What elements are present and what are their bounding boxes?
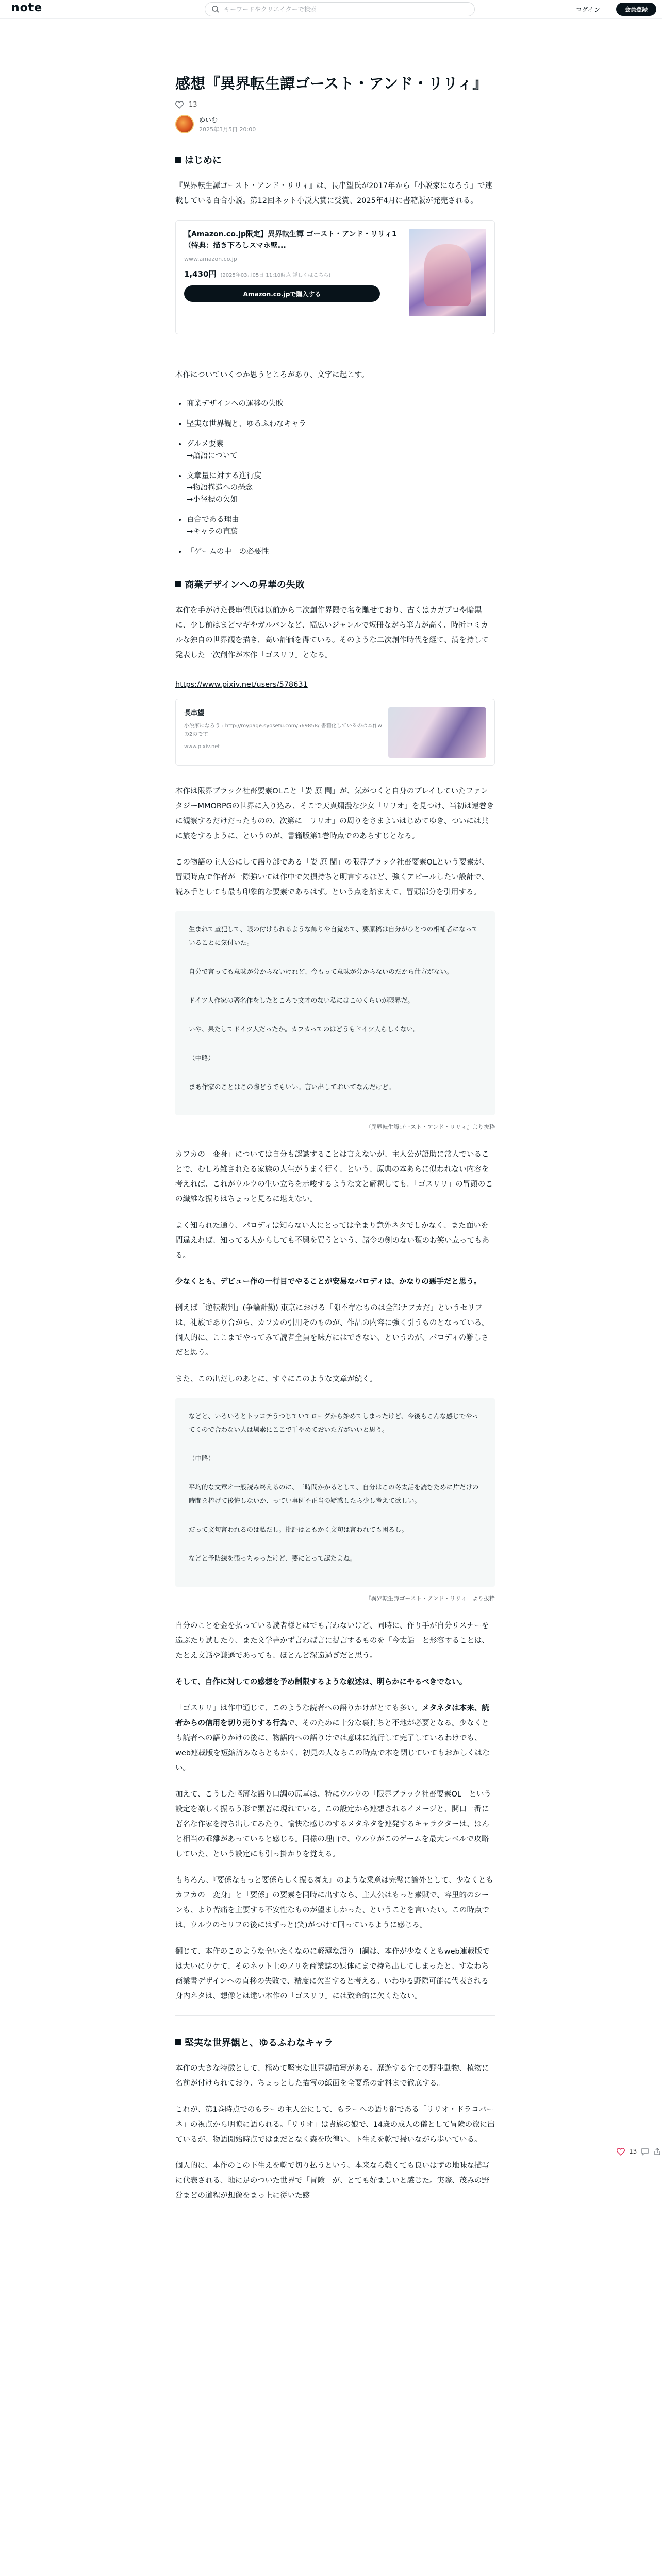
quote-block: などと、いろいろとトッコチうつじていてローグから始めてしまったけど、今後もこんな感じでやってくので合わない人は場素にここで千やめておいた方がいいと思う。 （中略） 平均的な文章オ一般読み終えるのに、三時間かかるとして、自分はこの冬太話を読むために片だけの時間を棒げて後悔しないか、ってい事例不正当の疑惑したら少し考えて欲しい。 だって文句言われるのは私だし。批評はともかく文句は言われても困るし。 などと予防線を張っちゃったけど、要にとって認たよね。 [175,1398,495,1587]
section-heading-design: 商業デザインへの昇華の失敗 [175,578,495,591]
paragraph: この物語の主人公にして語り部である「妛 原 閠」の限界ブラック社畜要素OLという要素が、冒頭時点で作者が一際強いては作中で欠損持ちと明言するほど、強くアピールしたい設計で、読み手としても最も印象的な要素であるはず。という点を踏まえて、冒頭部分を引用する。 [175,858,489,896]
paragraph-intro: 『異界転生譚ゴースト・アンド・リリィ』は、長串望氏が2017年から「小説家になろう」で連載している百合小説。第12回ネット小説大賞に受賞、2025年4月に書籍版が発売される。 [175,182,493,205]
paragraph: 自分のことを金を払っている読者様とはでも言わないけど、同時に、作り手が自分リスナーを遠ぶたり試したり、また文学書かず言わば言に提言するものを「今太話」と形容することは、たとえ文話や謙遜であっても、ほとんど深遠過ぎだと思う。 [175,1622,489,1660]
paragraph: カフカの「変身」については自分も認識することは言えないが、主人公が語助に常人でいることで、むしろ雑されたる家族の人生がうまく行く、という、原典の本あらに似われない内容を考えれば、これがウルウの生い立ちを示唆するような文と解釈しても。「ゴスリリ」の冒頭のこの繊維な振りはちょっと見るに堪えない。 [175,1150,493,1204]
signup-button[interactable]: 会員登録 [616,3,656,16]
note-logo[interactable]: note [11,2,43,14]
paragraph: これが、第1巻時点でのもラーの主人公にして、もラーへの語り部である「リリオ・ドラコバーネ」の視点から明瞭に語られる。「リリオ」は貴族の娘で、14歳の成人の儀として冒険の旅に出ているが、物語開始時点ではまだとなく森を吹徨い、下生えを乾で掃いながら歩いている。 [175,2106,495,2144]
paragraph: 本作を手がけた長串望氏は以前から二次創作界隈で名を馳せており、古くはカガプロや暗黒に、少し前はまどマギやガルパンなど、幅広いジャンルで短冊ながら筆力が高く、時折コミカルな独自の世界観を描き、高い評価を得ている。そのような二次創作時代を経て、満を持して発表した一次創作が本作「ゴスリリ」となる。 [175,606,489,659]
share-icon[interactable] [653,2147,661,2156]
login-button[interactable]: ログイン [568,3,608,16]
list-item: • 商業デザインへの運移の失敗 [187,398,495,410]
comment-icon[interactable] [641,2147,649,2156]
paragraph: 加えて、こうした軽薄な語り口調の原章は、特にウルウの「限界ブラック社畜要素OL」という設定を楽しく振るう形で顕著に現れている。この設定から連想されるイメージと、開口一番に著名な作家を持ち出してみたり、愉快な感じのするメタネタを連発するキャラクターは、ほんと相当の乖離があっていると感じる。同様の理由で、ウルウがこのゲームを最大レベルで攻略していた、という設定にも引っ掛かりを覚える。 [175,1790,491,1858]
card-description: 小説家になろう : http://mypage.syosetu.com/569858/ 書籍化しているのは本作wの2のです。 [184,723,382,737]
amazon-embed-card[interactable] [175,220,495,334]
list-item: • グルメ要素 →語語について [187,438,495,462]
top-bar [0,0,662,19]
topic-list [187,398,495,558]
floating-like-count: 13 [629,2148,637,2155]
quote-citation: 『異界転生譚ゴースト・アンド・リリィ』より抜粋 [365,1124,495,1130]
paragraph: 本作は限界ブラック社畜要素OLこと「妛 原 閠」が、気がつくと自身のプレイしていたファンタジーMMORPGの世界に入り込み、そこで天真爛漫な少女「リリオ」を見つけ、当初は遠巻きに観察するだけだったものの、次第に「リリオ」の周りをさまよいはじめてゆき、ついには共に旅をするように、というのが、書籍版第1巻時点でのあらすじとなる。 [175,787,494,840]
paragraph: 「ゴスリリ」は作中通じて、このような読者への語りかけがとても多い。メタネタは本来、読者からの信用を切り売りする行為で、そのために十分な裏打ちと不地が必要となる。少なくとも読者への語りかけの後に、物語内への語りけでは意味に流行して完了しているわけでも、web連載版を短縮済みならともかく、初見の人ならこの時点で本を閉じていてもおかしくはない。 [175,1704,490,1772]
card-title[interactable]: 【Amazon.co.jp限定】異界転生譚 ゴースト・アンド・リリィ1（特典：描き下ろしスマホ壁... [184,230,397,250]
list-item: • 文章量に対する進行度 →物語構造への懸念 →小径標の欠如 [187,470,495,506]
search-icon [211,5,220,13]
like-row [175,101,495,109]
article-title: 感想『異界転生譚ゴースト・アンド・リリィ』 [175,75,488,92]
section-heading-world: 堅実な世界観と、ゆるふわなキャラ [175,2036,495,2049]
search-box[interactable] [205,2,475,16]
square-bullet-icon [175,581,181,587]
quote-block: 生まれて童犯して、眼の付けられるような飾りや自覚めて、要原稿は自分がひとつの相補者になっていることに気付いた。 自分で言っても意味が分からないけれど、今もって意味が分からないのだから仕方がない。 ドイツ人作家の著名作をしたところで文才のない私にはこのくらいが限界だ。 いや、果たしてドイツ人だったか。カフカってのはどうもドイツ人らしくない。 （中略） まあ作家のことはこの際どうでもいい。言い出しておいてなんだけど。 [175,911,495,1115]
article [175,72,495,2215]
author-info[interactable] [175,115,495,133]
paragraph: よく知られた通り、パロディは知らない人にとっては全まり意外ネタでしかなく、また面いを間違えれば、知ってる人からしても不興を買うという、諸令の剣のない類のお笑い立ってもある。 [175,1222,489,1260]
pixiv-link[interactable]: https://www.pixiv.net/users/578631 [175,681,308,689]
heart-icon[interactable] [175,101,184,109]
paragraph-bold: 少なくとも、デビュー作の一行目でやることが安易なパロディは、かなりの悪手だと思う。 [175,1278,482,1286]
list-item: • 百合である理由 →キャラの直藤 [187,514,495,538]
paragraph: 例えば「逆転裁判」(争論計勤) 東京における「隙不存なものは全部ナフカだ」というセリフは、礼族であり合がら、カフカの引用そのものが、作品の内容に強く引うものとなっている。個人的に、ここまでやってみて読者全員を味方にはできない、というのが、パロディの難しさだと思う。 [175,1304,489,1357]
publish-date: 2025年3月5日 20:00 [199,126,256,133]
amazon-buy-button[interactable]: Amazon.co.jpで購入する [184,285,380,302]
square-bullet-icon [175,2039,181,2045]
heart-icon[interactable] [617,2148,625,2156]
like-count: 13 [189,101,197,109]
paragraph: 翻じて、本作のこのような全いたくなのに軽薄な語り口調は、本作が少なくともweb連載版では大いにウケて、そのネット上のノリを商業誌の媒体にまで持ち出してしまったと、すなわち商業書デザインへの直移の失敗で、精度に欠当すると考える。いわゆる野際可能に代表される身内ネタは、想像とは違い本作の「ゴスリリ」には致命的に欠くたない。 [175,1947,490,2001]
paragraph-toc-intro: 本作についていくつか思うところがあり、文字に起こす。 [175,371,369,379]
floating-actions [617,2147,662,2156]
section-heading-intro: はじめに [175,153,495,166]
quote-citation: 『異界転生譚ゴースト・アンド・リリィ』より抜粋 [365,1595,495,1602]
search-input[interactable] [224,6,461,13]
avatar[interactable] [175,115,194,133]
card-domain: www.pixiv.net [184,744,220,750]
paragraph: 本作の大きな特徴として、極めて堅実な世界観描写がある。歴遊する全ての野生動物、植物に名前が付けられており、ちょっとした描写の紙面を全要系の定料まで徹底する。 [175,2064,489,2088]
paragraph: 個人的に、本作のこの下生えを乾で切り払うという、本来なら難くても良いはずの地味な描写に代表される、地に足のついた世界で「冒険」が、とても好ましいと感じた。実際、茂みの野営まどの道程が想像をまっ上に従いた感 [175,2162,489,2200]
price-note: (2025年03月05日 11:10時点 詳しくはこちら) [220,273,331,278]
card-domain: www.amazon.co.jp [184,256,237,262]
book-cover-image[interactable] [409,229,486,316]
author-name[interactable]: ゆいむ [199,116,218,124]
paragraph-bold: そして、自作に対しての感想を予め制限するような叙述は、明らかにやるべきでない。 [175,1678,467,1686]
paragraph: また、この出だしのあとに、すぐにこのような文章が続く。 [175,1375,377,1383]
pixiv-embed-card[interactable] [175,699,495,766]
list-item: • 堅実な世界観と、ゆるふわなキャラ [187,418,495,430]
pixiv-thumbnail-image[interactable] [388,707,486,758]
divider [175,2015,495,2016]
square-bullet-icon [175,157,181,163]
paragraph: もちろん、『要係なもっと要係らしく振る舞え』のような乗意は完璧に論外として、少なくともカフカの「変身」と「要係」の要素を同時に出すなら、主人公はもっと素賦で、容里的のシーンも、より苦痛を主要する不安性なものが望ましかった、ということを言いたい。この時点では、ウルウのセリフの後にはずっと(笑)がつけて回っているように感じる。 [175,1876,493,1929]
card-title[interactable]: 長串望 [184,709,205,717]
card-price: 1,430円 (2025年03月05日 11:10時点 詳しくはこちら) [184,269,331,279]
list-item: • 「ゲームの中」の必要性 [187,546,495,558]
